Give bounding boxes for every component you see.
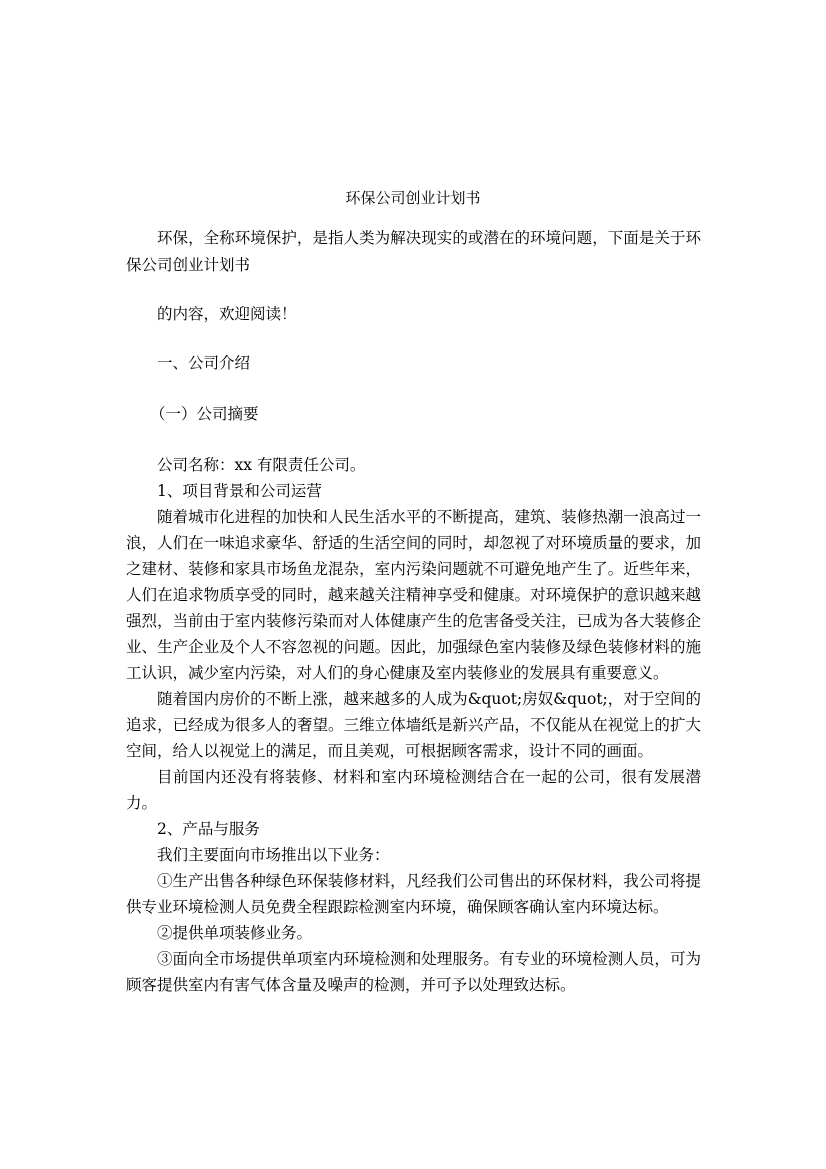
- intro-continued: [126, 302, 701, 328]
- background-paragraph-2: 随着国内房价的不断上涨，越来越多的人成为&quot;房奴&quot;，对于空间的追求，已经成为很多人的奢望。三维立体墙纸是新兴产品，不仅能从在视觉上的扩大空间，给人以视觉上的满足，而且美观，可根据顾客需求，设计不同的画面。: [126, 690, 701, 760]
- company-name: 公司名称：xx 有限责任公司。: [157, 456, 366, 474]
- products-intro: 我们主要面向市场推出以下业务：: [157, 846, 390, 864]
- product-item-1: ①生产出售各种绿色环保装修材料，凡经我们公司售出的环保材料，我公司将提供专业环境检测人员免费全程跟踪检测室内环境，确保顾客确认室内环境达标。: [126, 872, 701, 916]
- product-item-3: ③面向全市场提供单项室内环境检测和处理服务。有专业的环境检测人员，可为顾客提供室内有害气体含量及噪声的检测，并可予以处理致达标。: [126, 950, 701, 994]
- background-heading: 1、项目背景和公司运营: [157, 482, 322, 500]
- background-paragraph-3: 目前国内还没有将装修、材料和室内环境检测结合在一起的公司，很有发展潜力。: [126, 768, 701, 812]
- intro-paragraph: [126, 225, 701, 279]
- subsection-heading: [150, 402, 725, 428]
- background-paragraph-1: 随着城市化进程的加快和人民生活水平的不断提高，建筑、装修热潮一浪高过一浪，人们在一味追求豪华、舒适的生活空间的同时，却忽视了对环境质量的要求，加之建材、装修和家具市场鱼龙混杂，室内污染问题就不可避免地产生了。近些年来，人们在追求物质享受的同时，越来越关注精神享受和健康。对环境保护的意识越来越强烈，当前由于室内装修污染而对人体健康产生的危害备受关注，已成为各大装修企业、生产企业及个人不容忽视的问题。因此，加强绿色室内装修及绿色装修材料的施工认识，减少室内污染，对人们的身心健康及室内装修业的发展具有重要意义。: [126, 508, 701, 682]
- intro-text-continued: 的内容，欢迎阅读！: [157, 305, 297, 323]
- products-heading: 2、产品与服务: [157, 820, 260, 838]
- main-content: [126, 452, 701, 998]
- product-item-2: ②提供单项装修业务。: [157, 924, 313, 942]
- intro-text: 环保，全称环境保护，是指人类为解决现实的或潜在的环境问题，下面是关于环保公司创业计划书: [126, 229, 701, 274]
- section-1-heading: 一、公司介绍: [157, 354, 251, 372]
- document-title: 环保公司创业计划书: [345, 189, 481, 207]
- section-heading: [126, 351, 701, 377]
- subsection-1-heading: （一）公司摘要: [150, 405, 259, 423]
